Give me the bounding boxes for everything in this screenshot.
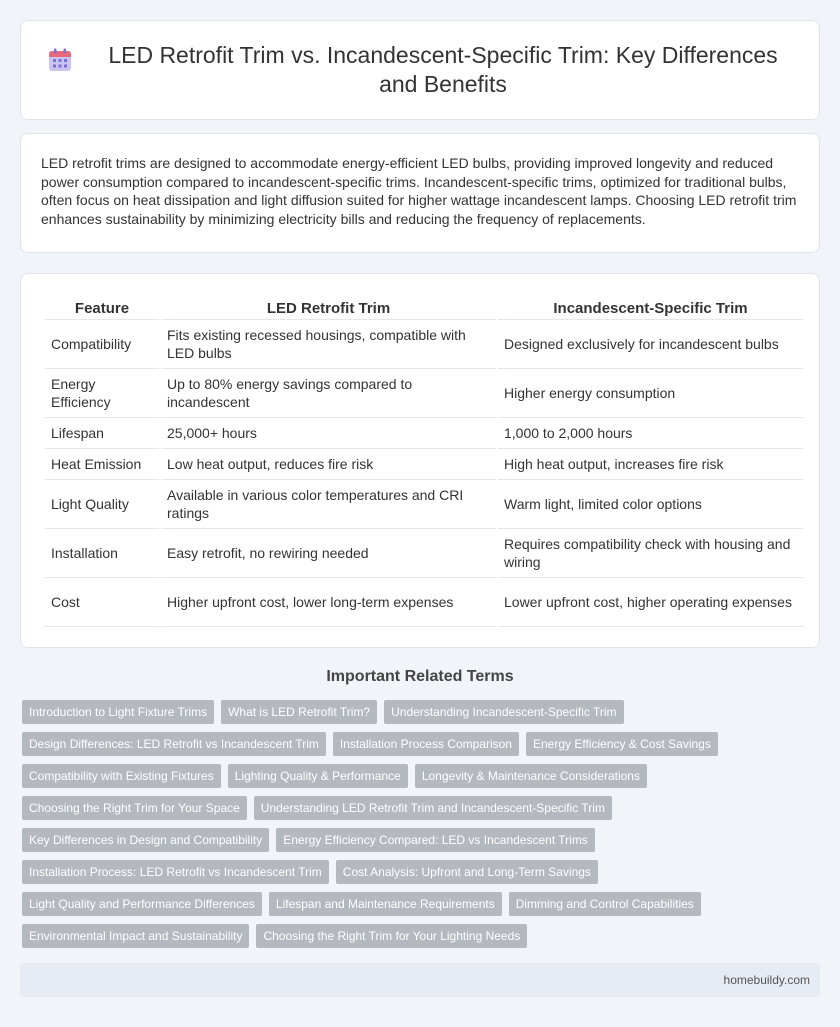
table-cell: Installation [45,529,159,578]
related-term-tag[interactable]: Compatibility with Existing Fixtures [22,764,221,788]
comparison-card [20,273,820,648]
comparison-table [43,296,805,627]
table-cell: 1,000 to 2,000 hours [498,418,803,449]
table-cell: Designed exclusively for incandescent bulbs [498,320,803,369]
related-term-tag[interactable]: Lifespan and Maintenance Requirements [269,892,502,916]
footer-site-link[interactable]: homebuildy.com [723,973,810,987]
table-cell: High heat output, increases fire risk [498,449,803,480]
table-row [45,480,803,529]
table-cell: Lower upfront cost, higher operating expenses [498,578,803,627]
related-term-tag[interactable]: Design Differences: LED Retrofit vs Incandescent Trim [22,732,326,756]
related-term-tag[interactable]: Choosing the Right Trim for Your Space [22,796,247,820]
related-term-tag[interactable]: Environmental Impact and Sustainability [22,924,249,948]
table-header-row [45,296,803,320]
table-cell: Fits existing recessed housings, compatible with LED bulbs [161,320,496,369]
header-incandescent: Incandescent-Specific Trim [498,296,803,320]
table-cell: Heat Emission [45,449,159,480]
table-row [45,418,803,449]
calendar-icon [47,47,73,73]
related-term-tag[interactable]: Understanding LED Retrofit Trim and Incandescent-Specific Trim [254,796,612,820]
table-cell: Higher upfront cost, lower long-term expenses [161,578,496,627]
table-cell: 25,000+ hours [161,418,496,449]
related-term-tag[interactable]: Light Quality and Performance Differences [22,892,262,916]
table-cell: Cost [45,578,159,627]
related-terms-title: Important Related Terms [326,668,514,685]
page-title: LED Retrofit Trim vs. Incandescent-Specific Trim: Key Differences and Benefits [108,42,778,97]
table-cell: Available in various color temperatures and CRI ratings [161,480,496,529]
related-term-tag[interactable]: Lighting Quality & Performance [228,764,408,788]
table-row [45,529,803,578]
table-cell: Higher energy consumption [498,369,803,418]
header-led: LED Retrofit Trim [161,296,496,320]
table-cell: Energy Efficiency [45,369,159,418]
related-term-tag[interactable]: Key Differences in Design and Compatibility [22,828,269,852]
related-term-tag[interactable]: Installation Process Comparison [333,732,519,756]
table-row [45,369,803,418]
table-cell: Low heat output, reduces fire risk [161,449,496,480]
table-row [45,578,803,627]
header-card [20,20,820,120]
related-terms-list [22,700,822,956]
related-term-tag[interactable]: Cost Analysis: Upfront and Long-Term Savings [336,860,598,884]
table-cell: Lifespan [45,418,159,449]
table-cell: Compatibility [45,320,159,369]
table-cell: Light Quality [45,480,159,529]
related-term-tag[interactable]: Installation Process: LED Retrofit vs Incandescent Trim [22,860,329,884]
related-term-tag[interactable]: Energy Efficiency & Cost Savings [526,732,718,756]
related-term-tag[interactable]: Introduction to Light Fixture Trims [22,700,214,724]
table-row [45,320,803,369]
related-term-tag[interactable]: Longevity & Maintenance Considerations [415,764,647,788]
related-term-tag[interactable]: Choosing the Right Trim for Your Lighting Needs [256,924,527,948]
table-cell: Easy retrofit, no rewiring needed [161,529,496,578]
table-cell: Warm light, limited color options [498,480,803,529]
related-term-tag[interactable]: What is LED Retrofit Trim? [221,700,377,724]
intro-card [20,133,820,253]
table-cell: Requires compatibility check with housing and wiring [498,529,803,578]
related-term-tag[interactable]: Dimming and Control Capabilities [509,892,701,916]
footer [20,963,820,997]
related-term-tag[interactable]: Understanding Incandescent-Specific Trim [384,700,623,724]
intro-text: LED retrofit trims are designed to accommodate energy-efficient LED bulbs, providing improved longevity and reduced power consumption compared to incandescent-specific trims. Incandescent-specific trims, optimized for traditional bulbs, often focus on heat dissipation and light diffusion suited for higher wattage incandescent lamps. Choosing LED retrofit trim enhances sustainability by minimizing electricity bills and reducing the frequency of replacements. [41,155,797,227]
related-term-tag[interactable]: Energy Efficiency Compared: LED vs Incandescent Trims [276,828,595,852]
table-row [45,449,803,480]
header-feature: Feature [45,296,159,320]
table-cell: Up to 80% energy savings compared to incandescent [161,369,496,418]
